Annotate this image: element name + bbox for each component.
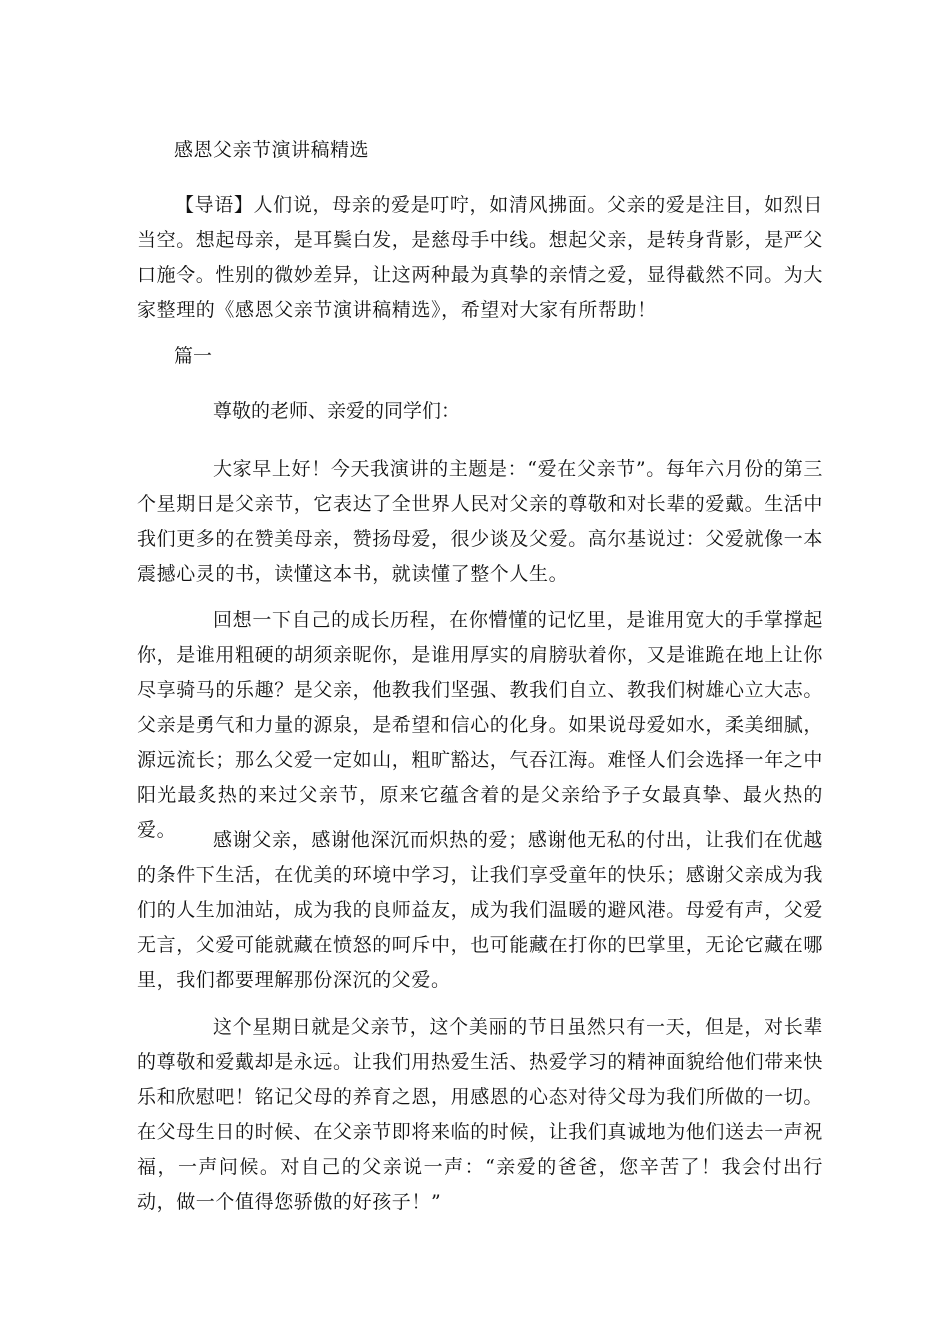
body-paragraph-4: 这个星期日就是父亲节，这个美丽的节日虽然只有一天，但是，对长辈的尊敬和爱戴却是永远。让我们用热爱生活、热爱学习的精神面貌给他们带来快乐和欣慰吧！铭记父母的养育之恩，用感恩的心态对待父母为我们所做的一切。在父母生日的时候、在父亲节即将来临的时候，让我们真诚地为他们送去一声祝福，一声问候。对自己的父亲说一声：“亲爱的爸爸，您辛苦了！我会付出行动，做一个值得您骄傲的好孩子！” <box>137 1016 824 1213</box>
intro-paragraph: 【导语】人们说，母亲的爱是叮咛，如清风拂面。父亲的爱是注目，如烈日当空。想起母亲，是耳鬓白发，是慈母手中线。想起父亲，是转身背影，是严父口施令。性别的微妙差异，让这两种最为真挚的亲情之爱，显得截然不同。为大家整理的《感恩父亲节演讲稿精选》，希望对大家有所帮助！ <box>137 194 824 321</box>
body-paragraph-3: 感谢父亲，感谢他深沉而炽热的爱；感谢他无私的付出，让我们在优越的条件下生活，在优美的环境中学习，让我们享受童年的快乐；感谢父亲成为我们的人生加油站，成为我的良师益友，成为我们温暖的避风港。母爱有声，父爱无言，父爱可能就藏在愤怒的呵斥中，也可能藏在打你的巴掌里，无论它藏在哪里，我们都要理解那份深沉的父爱。 <box>137 829 824 991</box>
body-paragraph-1: 大家早上好！今天我演讲的主题是：“爱在父亲节”。每年六月份的第三个星期日是父亲节，它表达了全世界人民对父亲的尊敬和对长辈的爱戴。生活中我们更多的在赞美母亲，赞扬母爱，很少谈及父爱。高尔基说过：父爱就像一本震撼心灵的书，读懂这本书，就读懂了整个人生。 <box>137 458 824 585</box>
salutation: 尊敬的老师、亲爱的同学们： <box>213 400 461 422</box>
body-paragraph-2: 回想一下自己的成长历程，在你懵懂的记忆里，是谁用宽大的手掌撑起你，是谁用粗硬的胡须亲昵你，是谁用厚实的肩膀驮着你，又是谁跪在地上让你尽享骑马的乐趣？是父亲，他教我们坚强、教我们自立、教我们树雄心立大志。父亲是勇气和力量的源泉，是希望和信心的化身。如果说母爱如水，柔美细腻，源远流长；那么父爱一定如山，粗旷豁达，气吞江海。难怪人们会选择一年之中阳光最炙热的来过父亲节，原来它蕴含着的是父亲给予子女最真挚、最火热的爱。 <box>137 609 824 841</box>
section-label: 篇一 <box>174 345 213 367</box>
document-title: 感恩父亲节演讲稿精选 <box>174 139 370 161</box>
